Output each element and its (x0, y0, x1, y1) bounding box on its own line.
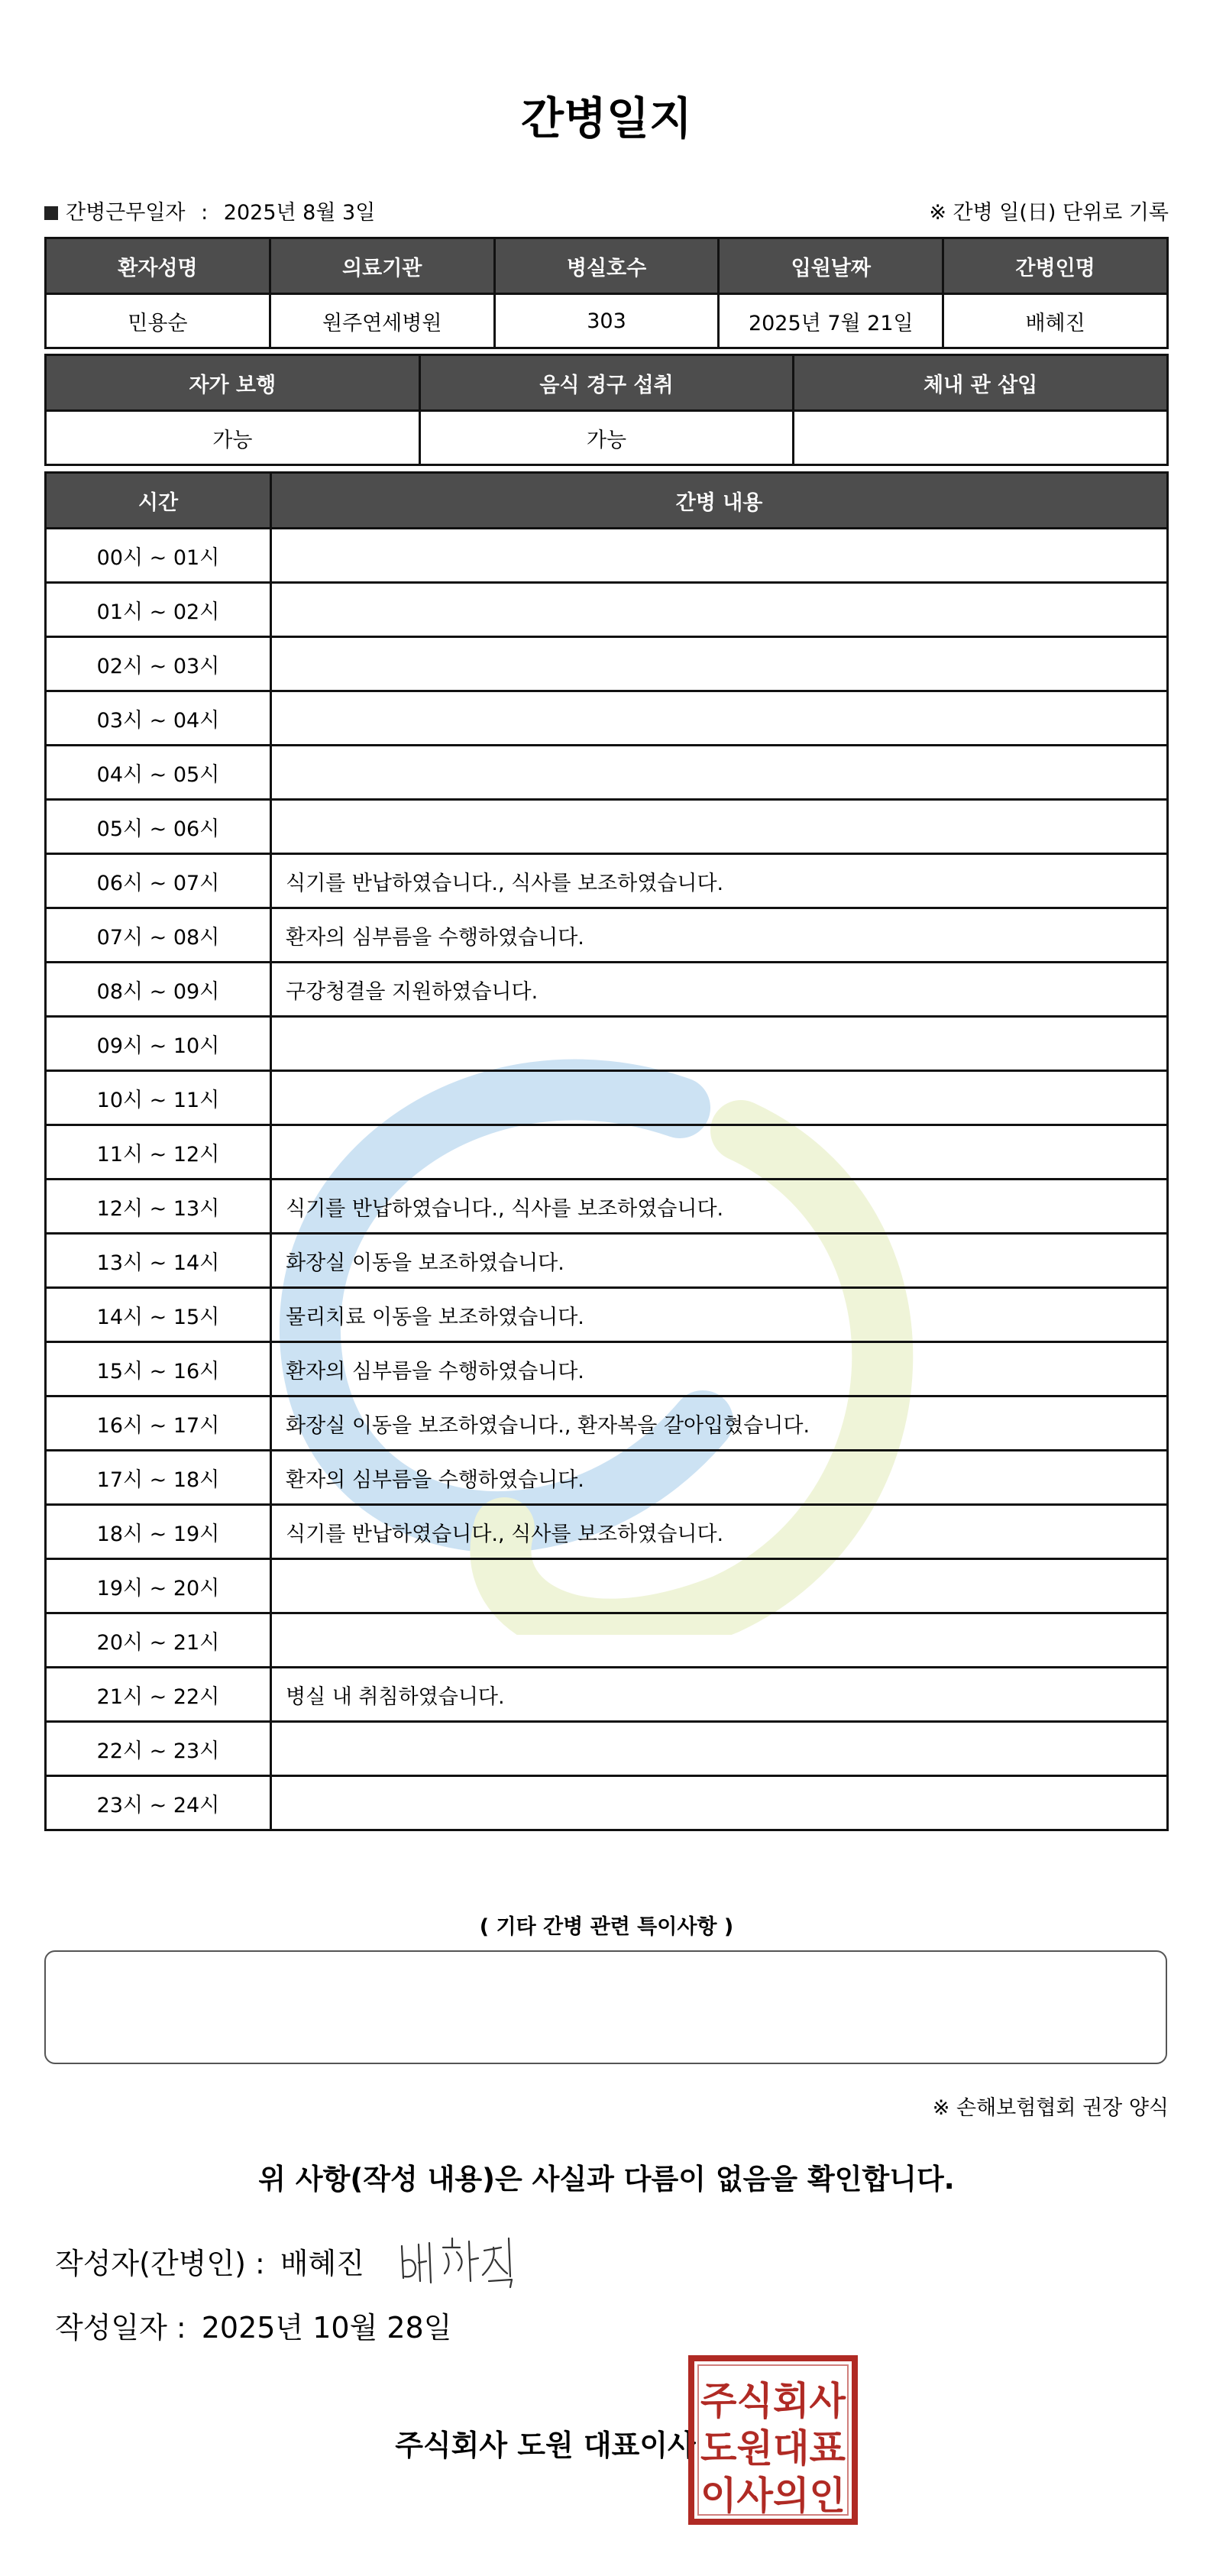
work-date-label: 간병근무일자 (66, 201, 186, 225)
log-row (46, 1559, 1168, 1613)
log-row (46, 529, 1168, 583)
log-time: 22시 ~ 23시 (46, 1722, 271, 1776)
log-time: 05시 ~ 06시 (46, 800, 271, 854)
log-content: 화장실 이동을 보조하였습니다., 환자복을 갈아입혔습니다. (271, 1396, 1168, 1451)
log-content: 식기를 반납하였습니다., 식사를 보조하였습니다. (271, 1180, 1168, 1234)
log-time: 14시 ~ 15시 (46, 1288, 271, 1342)
log-content: 물리치료 이동을 보조하였습니다. (271, 1288, 1168, 1342)
oral-intake-value: 가능 (419, 411, 794, 465)
log-time: 16시 ~ 17시 (46, 1396, 271, 1451)
log-row (46, 746, 1168, 800)
log-time: 08시 ~ 09시 (46, 963, 271, 1017)
log-time: 21시 ~ 22시 (46, 1668, 271, 1722)
log-content (271, 1017, 1168, 1071)
log-row (46, 1234, 1168, 1288)
log-content (271, 800, 1168, 854)
log-time: 01시 ~ 02시 (46, 583, 271, 637)
header-hospital: 의료기관 (270, 238, 494, 294)
log-row (46, 1125, 1168, 1180)
log-time: 06시 ~ 07시 (46, 854, 271, 908)
log-row (46, 1505, 1168, 1559)
log-row (46, 691, 1168, 746)
log-content (271, 583, 1168, 637)
log-row (46, 908, 1168, 963)
handwritten-signature (396, 2231, 533, 2292)
written-date-line (55, 2304, 451, 2346)
patient-info-table (44, 237, 1169, 349)
log-content (271, 637, 1168, 691)
self-walking-value: 가능 (46, 411, 420, 465)
log-content (271, 1071, 1168, 1125)
care-log-table (44, 471, 1169, 1831)
log-row (46, 637, 1168, 691)
author-line (55, 2240, 364, 2282)
log-content: 화장실 이동을 보조하였습니다. (271, 1234, 1168, 1288)
header-patient-name: 환자성명 (46, 238, 270, 294)
log-time: 13시 ~ 14시 (46, 1234, 271, 1288)
confirmation-statement: 위 사항(작성 내용)은 사실과 다름이 없음을 확인합니다. (258, 2163, 955, 2196)
record-unit-note: ※ 간병 일(日) 단위로 기록 (929, 201, 1169, 225)
log-content: 환자의 심부름을 수행하였습니다. (271, 1451, 1168, 1505)
work-date-separator: : (201, 201, 209, 225)
log-row (46, 1071, 1168, 1125)
log-content: 식기를 반납하였습니다., 식사를 보조하였습니다. (271, 1505, 1168, 1559)
log-content (271, 1722, 1168, 1776)
notes-box (44, 1950, 1167, 2064)
written-date-label: 작성일자 : (55, 2311, 186, 2345)
log-row (46, 1776, 1168, 1830)
log-time: 11시 ~ 12시 (46, 1125, 271, 1180)
company-seal-stamp (687, 2354, 859, 2526)
log-row (46, 854, 1168, 908)
square-bullet-icon (44, 206, 58, 220)
log-time: 09시 ~ 10시 (46, 1017, 271, 1071)
log-row (46, 1668, 1168, 1722)
log-row (46, 1288, 1168, 1342)
document-title: 간병일지 (520, 92, 693, 144)
log-content (271, 1776, 1168, 1830)
caregiver-name: 배혜진 (943, 294, 1168, 348)
room-number: 303 (494, 294, 719, 348)
log-content: 구강청결을 지원하였습니다. (271, 963, 1168, 1017)
log-time: 03시 ~ 04시 (46, 691, 271, 746)
header-self-walking: 자가 보행 (46, 355, 420, 411)
log-content (271, 1613, 1168, 1668)
log-time: 04시 ~ 05시 (46, 746, 271, 800)
log-row (46, 1180, 1168, 1234)
log-content (271, 746, 1168, 800)
log-time: 02시 ~ 03시 (46, 637, 271, 691)
notes-content (46, 1952, 1166, 1976)
author-label: 작성자(간병인) : (55, 2247, 265, 2280)
log-content: 환자의 심부름을 수행하였습니다. (271, 1342, 1168, 1396)
header-tube-insertion: 체내 관 삽입 (794, 355, 1168, 411)
author-name: 배혜진 (280, 2247, 364, 2280)
header-room: 병실호수 (494, 238, 719, 294)
log-row (46, 963, 1168, 1017)
log-content (271, 691, 1168, 746)
svg-text:주식회사: 주식회사 (700, 2379, 846, 2423)
log-row (46, 583, 1168, 637)
log-time: 18시 ~ 19시 (46, 1505, 271, 1559)
patient-status-table (44, 354, 1169, 466)
log-time: 07시 ~ 08시 (46, 908, 271, 963)
svg-text:도원대표: 도원대표 (700, 2426, 846, 2471)
log-time: 17시 ~ 18시 (46, 1451, 271, 1505)
log-row (46, 1613, 1168, 1668)
header-admission-date: 입원날짜 (719, 238, 943, 294)
patient-name: 민용순 (46, 294, 270, 348)
log-content: 식기를 반납하였습니다., 식사를 보조하였습니다. (271, 854, 1168, 908)
tube-insertion-value (794, 411, 1168, 465)
header-time: 시간 (46, 473, 271, 529)
log-row (46, 800, 1168, 854)
log-time: 23시 ~ 24시 (46, 1776, 271, 1830)
written-date-value: 2025년 10월 28일 (201, 2311, 452, 2345)
notes-title: ( 기타 간병 관련 특이사항 ) (479, 1915, 734, 1939)
log-row (46, 1722, 1168, 1776)
header-oral-intake: 음식 경구 섭취 (419, 355, 794, 411)
log-row (46, 1017, 1168, 1071)
admission-date: 2025년 7월 21일 (719, 294, 943, 348)
log-row (46, 1396, 1168, 1451)
svg-text:이사의인: 이사의인 (700, 2474, 846, 2518)
company-representative: 주식회사 도원 대표이사 (395, 2429, 696, 2462)
log-row (46, 1342, 1168, 1396)
work-date-value: 2025년 8월 3일 (223, 201, 376, 225)
hospital-name: 원주연세병원 (270, 294, 494, 348)
header-caregiver: 간병인명 (943, 238, 1168, 294)
log-time: 19시 ~ 20시 (46, 1559, 271, 1613)
work-date-line (44, 196, 375, 225)
header-care-content: 간병 내용 (271, 473, 1168, 529)
log-time: 12시 ~ 13시 (46, 1180, 271, 1234)
log-row (46, 1451, 1168, 1505)
log-content: 병실 내 취침하였습니다. (271, 1668, 1168, 1722)
log-content: 환자의 심부름을 수행하였습니다. (271, 908, 1168, 963)
log-time: 00시 ~ 01시 (46, 529, 271, 583)
recommend-note: ※ 손해보험협회 권장 양식 (932, 2096, 1169, 2120)
log-time: 10시 ~ 11시 (46, 1071, 271, 1125)
log-time: 15시 ~ 16시 (46, 1342, 271, 1396)
log-content (271, 1559, 1168, 1613)
log-time: 20시 ~ 21시 (46, 1613, 271, 1668)
log-content (271, 1125, 1168, 1180)
log-content (271, 529, 1168, 583)
